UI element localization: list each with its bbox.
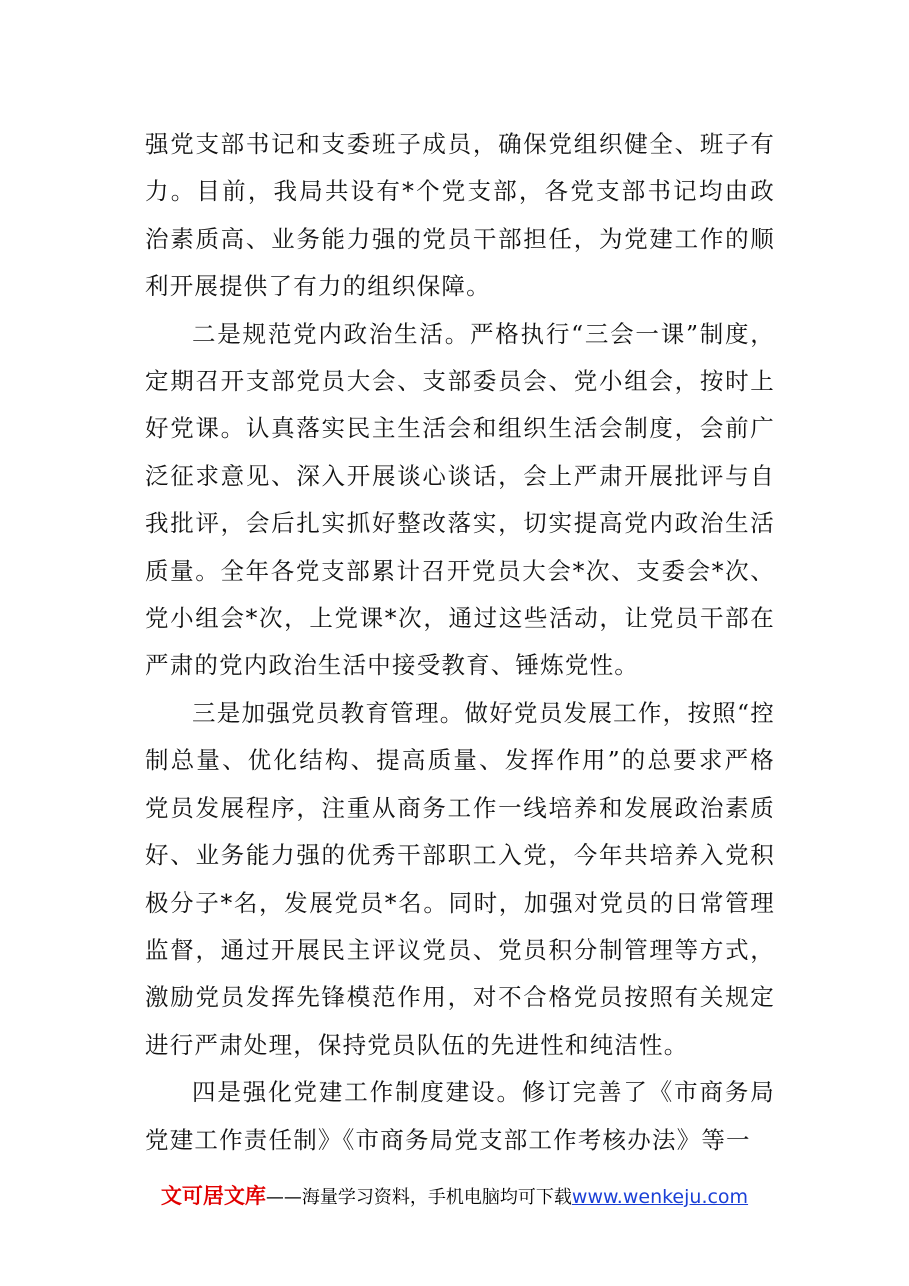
footer-tagline: ——海量学习资料，手机电脑均可下载	[265, 1187, 572, 1208]
paragraph-system-building: 四是强化党建工作制度建设。修订完善了《市商务局党建工作责任制》《市商务局党支部工作考核办法》等一	[145, 1078, 775, 1154]
paragraph-member-education: 三是加强党员教育管理。做好党员发展工作，按照“控制总量、优化结构、提高质量、发挥作用”的总要求严格党员发展程序，注重从商务工作一线培养和发展政治素质好、业务能力强的优秀干部职工入党，今年共培养入党积极分子*名，发展党员*名。同时，加强对党员的日常管理监督，通过开展民主评议党员、党员积分制管理等方式，激励党员发挥先锋模范作用，对不合格党员按照有关规定进行严肃处理，保持党员队伍的先进性和纯洁性。	[145, 698, 775, 1059]
footer-banner	[0, 1180, 909, 1210]
footer-website-link[interactable]: www.wenkeju.com	[571, 1186, 749, 1208]
document-body	[145, 121, 775, 1164]
footer-brand: 文可居文库	[160, 1184, 266, 1208]
paragraph-political-life: 二是规范党内政治生活。严格执行“三会一课”制度，定期召开支部党员大会、支部委员会、党小组会，按时上好党课。认真落实民主生活会和组织生活会制度，会前广泛征求意见、深入开展谈心谈话，会上严肃开展批评与自我批评，会后扎实抓好整改落实，切实提高党内政治生活质量。全年各党支部累计召开党员大会*次、支委会*次、党小组会*次，上党课*次，通过这些活动，让党员干部在严肃的党内政治生活中接受教育、锤炼党性。	[145, 319, 775, 680]
paragraph-continuation: 强党支部书记和支委班子成员，确保党组织健全、班子有力。目前，我局共设有*个党支部，各党支部书记均由政治素质高、业务能力强的党员干部担任，为党建工作的顺利开展提供了有力的组织保障。	[145, 130, 775, 301]
